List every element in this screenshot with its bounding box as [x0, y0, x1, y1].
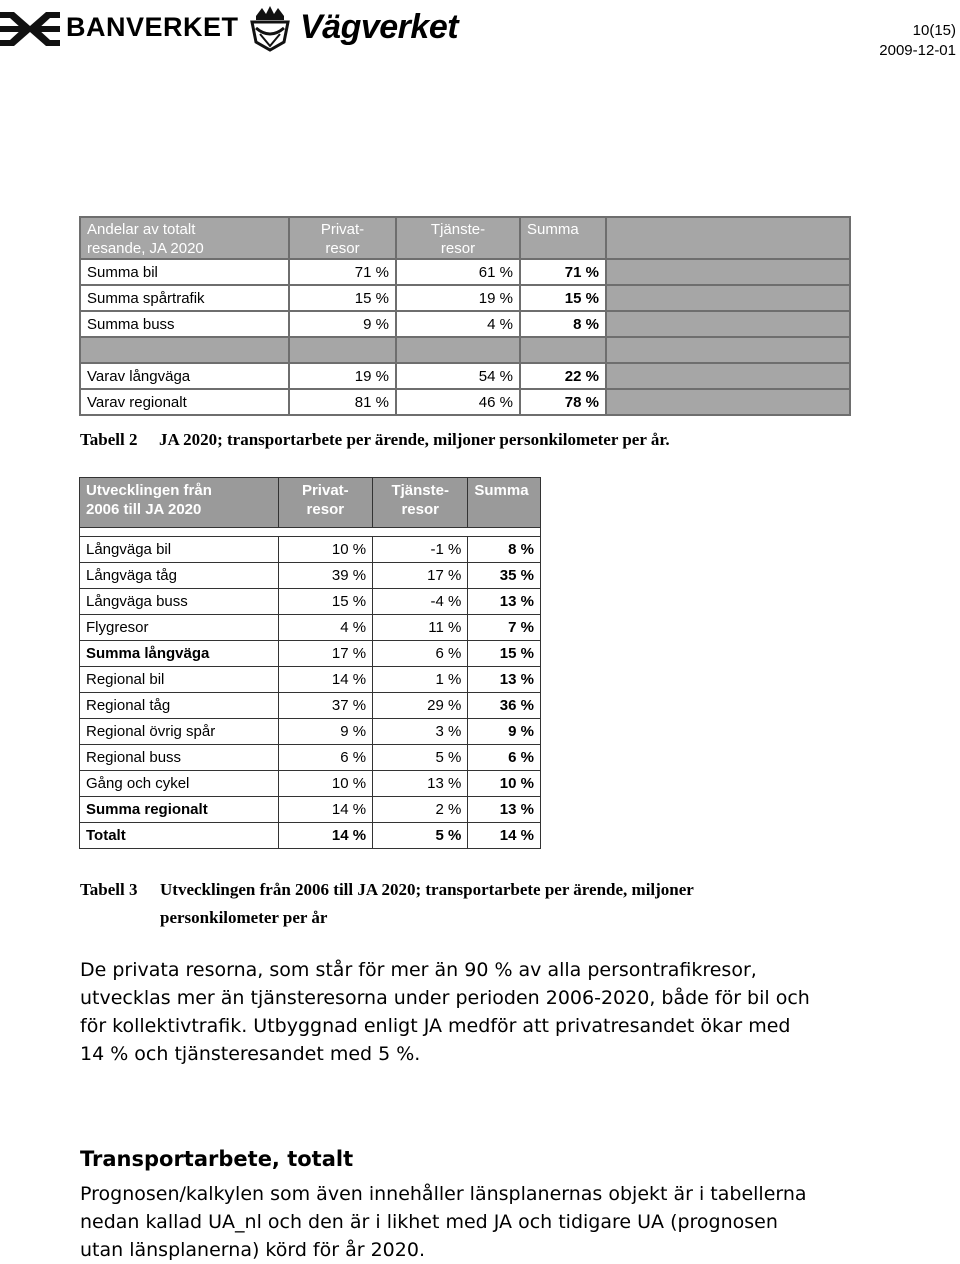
banverket-emblem-icon [0, 8, 60, 50]
header-cell-tjansteresor [373, 478, 468, 528]
cell-privat: 14 % [278, 797, 373, 823]
cell-tjanste: 3 % [373, 719, 468, 745]
cell-summa: 6 % [468, 745, 541, 771]
table3-caption [80, 876, 800, 932]
cell-summa: 22 % [520, 363, 606, 389]
cell-summa: 7 % [468, 615, 541, 641]
cell-tjanste: 6 % [373, 641, 468, 667]
header-line: Privat- [320, 221, 365, 238]
cell-label: Regional tåg [80, 693, 279, 719]
cell-summa: 9 % [468, 719, 541, 745]
table-row [80, 563, 541, 589]
cell-label: Regional bil [80, 667, 279, 693]
cell-tjanste: 1 % [373, 667, 468, 693]
cell-label: Långväga tåg [80, 563, 279, 589]
header-cell-summa: Summa [520, 217, 606, 259]
spacer-cell [80, 528, 541, 537]
body-paragraph: De privata resorna, som står för mer än 90 % av alla persontrafikresor, utvecklas mer än tjänsteresorna under perioden 2006-2020, både för bil och för kollektivtrafik. Utbyggnad enligt JA medför att privatresandet ökar med 14 % och tjänsteresandet med 5 %. [80, 959, 810, 1065]
table2-caption [80, 430, 670, 450]
cell-privat: 9 % [289, 311, 396, 337]
cell-tjanste: 5 % [373, 745, 468, 771]
table-header-row [80, 217, 850, 259]
cell-label: Långväga bil [80, 537, 279, 563]
table-row [80, 259, 850, 285]
vagverket-logo [244, 2, 464, 54]
cell-summa: 78 % [520, 389, 606, 415]
header-line: 2006 till JA 2020 [86, 501, 202, 518]
vagverket-crown-emblem-icon [244, 2, 296, 54]
caption-text: JA 2020; transportarbete per ärende, miljoner personkilometer per år. [159, 430, 670, 449]
cell-label: Flygresor [80, 615, 279, 641]
cell-privat: 10 % [278, 537, 373, 563]
header-cell-summa: Summa [468, 478, 541, 528]
cell-summa: 8 % [468, 537, 541, 563]
header-line: Andelar av totalt [87, 221, 196, 238]
body-paragraph: Prognosen/kalkylen som även innehåller länsplanernas objekt är i tabellerna nedan kallad UA_nl och den är i likhet med JA och tidigare UA (prognosen utan länsplanerna) körd för år 2020. [80, 1183, 807, 1261]
cell-privat: 14 % [278, 667, 373, 693]
table-row [80, 537, 541, 563]
header-cell-category [80, 217, 289, 259]
cell-tjanste: 54 % [396, 363, 520, 389]
cell-shaded [606, 363, 850, 389]
header-line: resor [401, 501, 439, 518]
cell-tjanste: 19 % [396, 285, 520, 311]
table-andelar [79, 216, 851, 416]
cell-shaded [606, 337, 850, 363]
table-row [80, 389, 850, 415]
cell-tjanste [396, 337, 520, 363]
cell-tjanste: -1 % [373, 537, 468, 563]
cell-privat: 39 % [278, 563, 373, 589]
cell-shaded [606, 389, 850, 415]
cell-privat: 71 % [289, 259, 396, 285]
cell-tjanste: 11 % [373, 615, 468, 641]
table-row [80, 285, 850, 311]
banverket-name: BANVERKET [66, 12, 239, 42]
section-heading: Transportarbete, totalt [80, 1147, 354, 1171]
cell-summa: 8 % [520, 311, 606, 337]
cell-tjanste: 17 % [373, 563, 468, 589]
cell-privat [289, 337, 396, 363]
cell-privat: 17 % [278, 641, 373, 667]
cell-privat: 15 % [278, 589, 373, 615]
cell-tjanste: 13 % [373, 771, 468, 797]
cell-tjanste: 4 % [396, 311, 520, 337]
cell-shaded [606, 311, 850, 337]
cell-summa: 14 % [468, 823, 541, 849]
cell-label: Varav regionalt [80, 389, 289, 415]
cell-label: Regional övrig spår [80, 719, 279, 745]
header-line: Utvecklingen från [86, 482, 212, 499]
cell-label: Varav långväga [80, 363, 289, 389]
table-row [80, 667, 541, 693]
cell-tjanste: -4 % [373, 589, 468, 615]
header-line: resor [325, 240, 360, 257]
header-cell-privatresor [278, 478, 373, 528]
table-row-subtotal [80, 641, 541, 667]
cell-tjanste: 29 % [373, 693, 468, 719]
cell-label: Summa spårtrafik [80, 285, 289, 311]
table-row [80, 615, 541, 641]
cell-summa: 13 % [468, 667, 541, 693]
cell-summa [520, 337, 606, 363]
cell-label: Summa buss [80, 311, 289, 337]
cell-label: Summa bil [80, 259, 289, 285]
table-row-total [80, 823, 541, 849]
cell-summa: 13 % [468, 797, 541, 823]
cell-tjanste: 46 % [396, 389, 520, 415]
table-row [80, 771, 541, 797]
header-cell-tjansteresor [396, 217, 520, 259]
header-line: Privat- [301, 482, 349, 499]
cell-summa: 71 % [520, 259, 606, 285]
table-row [80, 693, 541, 719]
cell-summa: 35 % [468, 563, 541, 589]
table-row-blank [80, 337, 850, 363]
cell-summa: 10 % [468, 771, 541, 797]
cell-summa: 15 % [468, 641, 541, 667]
header-line: resor [306, 501, 345, 518]
cell-tjanste: 2 % [373, 797, 468, 823]
cell-privat: 6 % [278, 745, 373, 771]
cell-privat: 37 % [278, 693, 373, 719]
header-line: resor [440, 240, 476, 257]
table-row [80, 589, 541, 615]
table-row [80, 311, 850, 337]
caption-text: Utvecklingen från 2006 till JA 2020; transportarbete per ärende, miljoner personkilometer per år [160, 880, 694, 927]
page-number: 10(15) [912, 22, 956, 39]
cell-label: Långväga buss [80, 589, 279, 615]
table-row [80, 363, 850, 389]
cell-privat: 15 % [289, 285, 396, 311]
cell-shaded [606, 285, 850, 311]
caption-label: Tabell 2 [80, 430, 138, 449]
cell-tjanste: 5 % [373, 823, 468, 849]
header-cell-empty [606, 217, 850, 259]
caption-label: Tabell 3 [80, 880, 138, 899]
cell-label: Summa regionalt [80, 797, 279, 823]
banverket-logo [0, 8, 239, 50]
cell-privat: 81 % [289, 389, 396, 415]
table-utveckling [79, 477, 541, 849]
cell-privat: 14 % [278, 823, 373, 849]
table-row [80, 745, 541, 771]
cell-summa: 36 % [468, 693, 541, 719]
cell-label: Gång och cykel [80, 771, 279, 797]
cell-summa: 15 % [520, 285, 606, 311]
table-header-row [80, 478, 541, 528]
cell-shaded [606, 259, 850, 285]
cell-summa: 13 % [468, 589, 541, 615]
header-line: Tjänste- [430, 221, 486, 238]
header-line: resande, JA 2020 [87, 240, 204, 257]
page-date: 2009-12-01 [879, 42, 956, 59]
cell-label: Summa långväga [80, 641, 279, 667]
cell-privat: 4 % [278, 615, 373, 641]
cell-tjanste: 61 % [396, 259, 520, 285]
cell-privat: 9 % [278, 719, 373, 745]
cell-privat: 10 % [278, 771, 373, 797]
vagverket-name: Vägverket [300, 8, 459, 46]
cell-label: Totalt [80, 823, 279, 849]
cell-label [80, 337, 289, 363]
table-spacer-row [80, 528, 541, 537]
cell-privat: 19 % [289, 363, 396, 389]
table-row-subtotal [80, 797, 541, 823]
table-row [80, 719, 541, 745]
header-cell-privatresor [289, 217, 396, 259]
cell-label: Regional buss [80, 745, 279, 771]
header-cell-category [80, 478, 279, 528]
header-line: Tjänste- [391, 482, 449, 499]
